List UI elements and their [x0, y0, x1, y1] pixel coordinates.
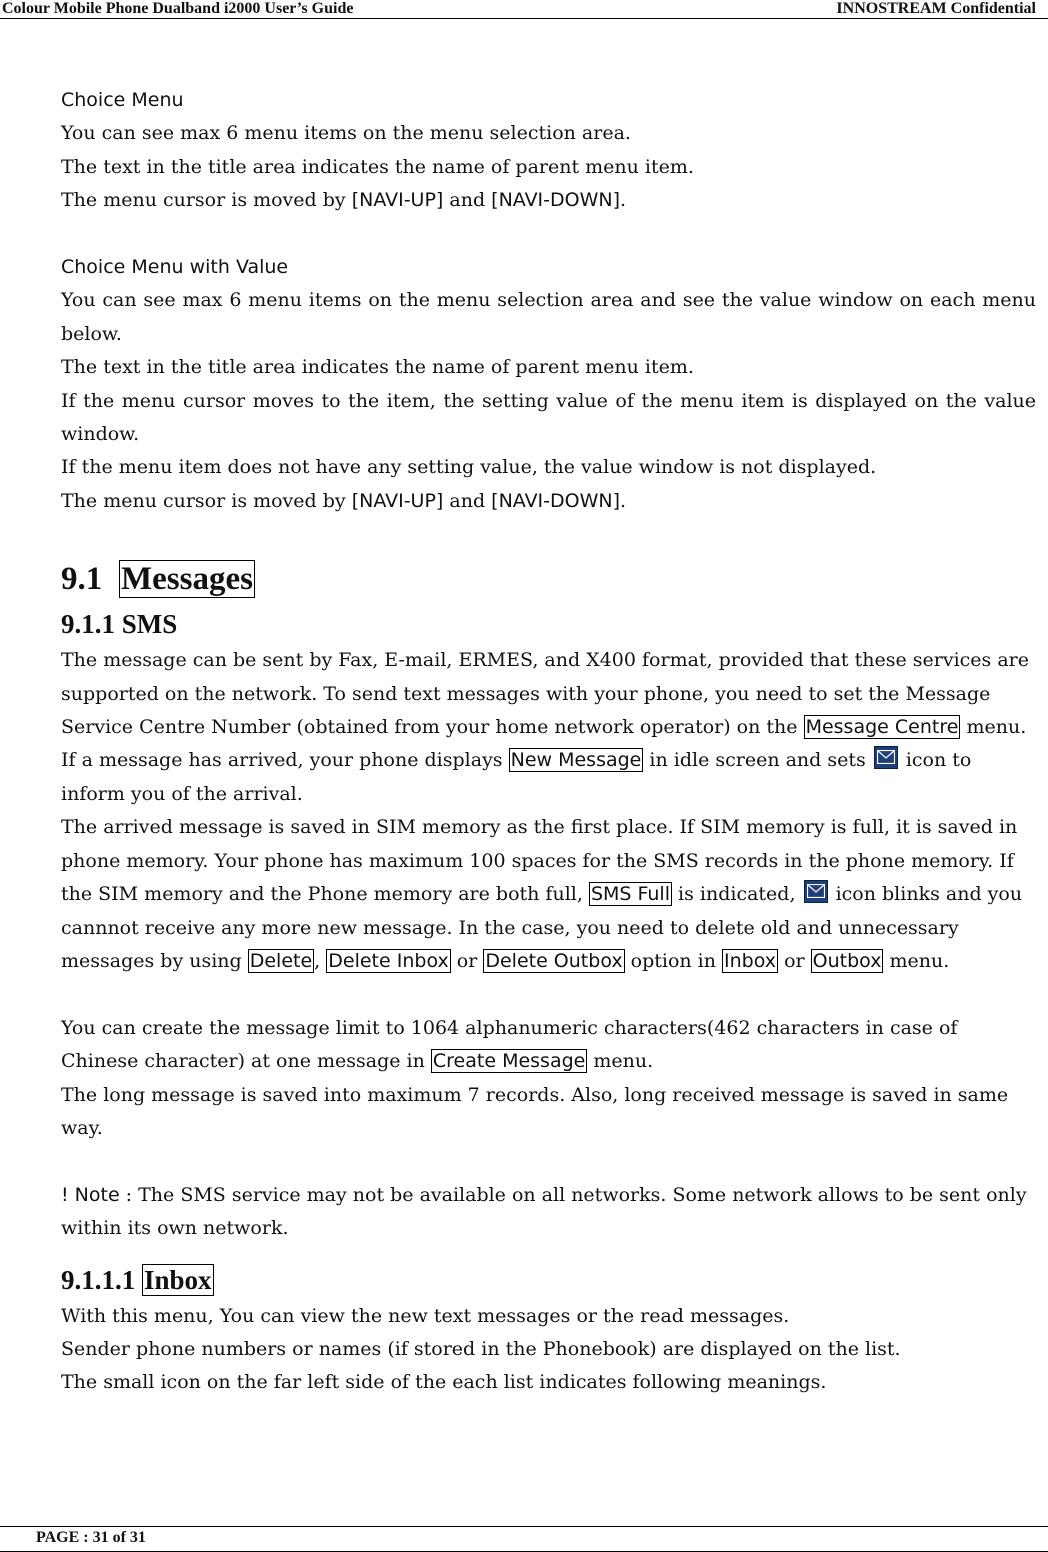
section-title: Messages	[121, 561, 253, 598]
choice-menu-value-title: Choice Menu with Value	[61, 256, 289, 279]
menu-ref-outbox: Outbox	[812, 949, 882, 972]
menu-text: menu.	[883, 949, 950, 972]
sms-para-5: The long message is saved into maximum 7 records. Also, long received message is saved in same way.	[61, 1083, 1009, 1139]
menu-ref-message-centre: Message Centre	[805, 716, 959, 739]
inbox-line-2: Sender phone numbers or names (if stored in the Phonebook) are displayed on the list.	[61, 1337, 901, 1360]
sms-p1-end: menu.	[960, 716, 1027, 739]
sms-heading: 9.1.1 SMS	[61, 609, 178, 640]
and-text: and	[443, 189, 492, 212]
page-footer	[0, 1526, 1048, 1552]
inbox-line-3: The small icon on the far left side of the each list indicates following meanings.	[61, 1371, 827, 1394]
choice-menu-line-1: You can see max 6 menu items on the menu selection area.	[61, 122, 631, 145]
sms-p2-text: If a message has arrived, your phone displays	[61, 749, 509, 772]
option-ref-delete: Delete	[249, 949, 313, 972]
choice-menu-value-line-2: The text in the title area indicates the name of parent menu item.	[61, 356, 694, 379]
or-text: or	[778, 949, 811, 972]
inbox-line-1: With this menu, You can view the new text messages or the read messages.	[61, 1304, 790, 1327]
or-text: or	[450, 949, 484, 972]
display-sms-full: SMS Full	[590, 883, 670, 906]
envelope-icon	[804, 880, 828, 903]
choice-menu-value-para-1: You can see max 6 menu items on the menu selection area and see the value window on each menu below.	[61, 289, 1036, 345]
period: .	[620, 489, 627, 512]
key-navi-down: [NAVI-DOWN]	[491, 189, 621, 212]
note-text: : The SMS service may not be available on all networks. Some network allows to be sent only within its own network.	[61, 1183, 1027, 1240]
inbox-title: Inbox	[144, 1264, 212, 1295]
inbox-number: 9.1.1.1	[61, 1264, 136, 1295]
and-text: and	[443, 489, 492, 512]
sms-para-3	[61, 811, 1036, 978]
section-heading-messages	[61, 556, 1036, 602]
section-number: 9.1	[61, 561, 103, 598]
period: .	[620, 189, 627, 212]
header-doc-title: Colour Mobile Phone Dualband i2000 User’s Guide	[2, 0, 354, 17]
sms-p3-mid: is indicated,	[671, 883, 802, 906]
choice-menu-value-cursor-line	[61, 485, 1036, 518]
sms-para-1	[61, 644, 1036, 744]
inbox-heading	[61, 1260, 1036, 1300]
header-confidential: INNOSTREAM Confidential	[836, 0, 1036, 17]
option-ref-delete-inbox: Delete Inbox	[328, 949, 449, 972]
display-new-message: New Message	[510, 749, 642, 772]
sms-p3-text: The arrived message is saved in SIM memory as the first place. If SIM memory is full, it is saved in phone memory. Your phone has maximum 100 spaces for the SMS records in the phone memory. If the SIM memory and the Phone memory are both full,	[61, 816, 1018, 906]
key-navi-up: [NAVI-UP]	[351, 489, 444, 512]
note-label: ! Note	[61, 1183, 120, 1206]
sms-para-4	[61, 1012, 1036, 1079]
option-ref-delete-outbox: Delete Outbox	[485, 949, 623, 972]
menu-ref-inbox: Inbox	[724, 949, 777, 972]
comma: ,	[314, 949, 327, 972]
choice-menu-cursor-line	[61, 184, 1036, 217]
sms-p2-end: icon to inform you of the arrival.	[61, 749, 972, 805]
sms-p4-end: menu.	[587, 1050, 654, 1073]
page-header	[0, 0, 1048, 19]
sms-p2-mid: in idle screen and sets	[643, 749, 872, 772]
key-navi-down: [NAVI-DOWN]	[491, 489, 621, 512]
envelope-icon	[874, 746, 898, 769]
sms-p3-text-2: icon blinks and you cannnot receive any more new message. In the case, you need to delete old and unnecessary messages by using	[61, 883, 1023, 972]
choice-menu-title: Choice Menu	[61, 89, 184, 111]
choice-menu-value-line-4: If the menu item does not have any setting value, the value window is not displayed.	[61, 456, 877, 479]
sms-para-2	[61, 744, 1036, 811]
page-number: PAGE : 31 of 31	[36, 1529, 146, 1546]
choice-menu-line-2: The text in the title area indicates the name of parent menu item.	[61, 155, 694, 178]
cursor-prefix: The menu cursor is moved by	[61, 189, 352, 212]
cursor-prefix: The menu cursor is moved by	[61, 489, 352, 512]
key-navi-up: [NAVI-UP]	[351, 189, 444, 212]
sms-p4-text: You can create the message limit to 1064 alphanumeric characters(462 characters in case of Chinese character) at one message in	[61, 1016, 958, 1073]
sms-note	[61, 1179, 1036, 1246]
sms-p1-text: The message can be sent by Fax, E-mail, ERMES, and X400 format, provided that these services are supported on the network. To send text messages with your phone, you need to set the Message Service Centre Number (obtained from your home network operator) on the	[61, 649, 1029, 739]
menu-ref-create-message: Create Message	[432, 1050, 586, 1073]
option-in-text: option in	[624, 949, 723, 972]
document-body	[61, 84, 1036, 1400]
choice-menu-value-para-3: If the menu cursor moves to the item, the setting value of the menu item is displayed on the value window.	[61, 389, 1036, 446]
